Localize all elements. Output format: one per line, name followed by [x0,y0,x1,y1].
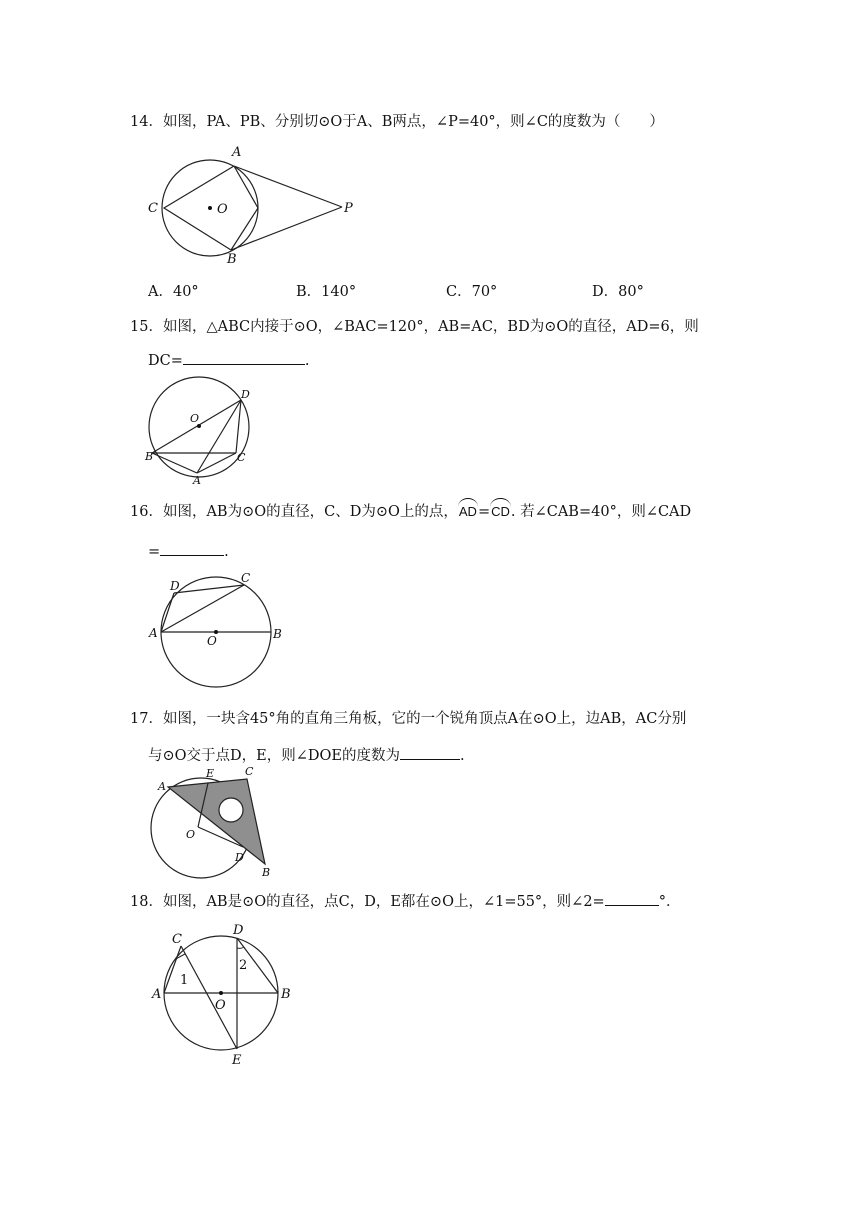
q15-number: 15． [130,319,163,335]
q16-answer-blank[interactable] [160,541,224,556]
q16-stem [130,503,691,521]
q16-text-a: 如图，AB为⊙O的直径，C、D为⊙O上的点， [162,504,458,520]
q14-label-C: C [148,201,158,216]
q18-label-A: A [152,987,162,1002]
q14-chord-ab [234,166,258,208]
q18-stem [130,891,680,911]
q17-set-square [168,779,265,864]
q17-stem [130,710,686,728]
q17-label-B: B [262,866,271,879]
q15-stem-cont [148,350,309,370]
q14-tangent-pb [231,207,342,250]
q16-figure [140,568,300,693]
q18-text: 如图，AB是⊙O的直径，点C，D，E都在⊙O上，∠1=55°，则∠2= [162,894,605,910]
q18-end: °． [658,894,681,910]
q17-answer-blank[interactable] [400,745,460,760]
q16-arc-ad: AD [458,504,477,519]
q14-choice-a: A．40° [148,284,199,300]
q17-end: . [460,748,465,764]
q17-text-cont: 与⊙O交于点D，E，则∠DOE的度数为 [148,748,400,764]
q17-label-E: E [206,767,215,780]
q16-end: . [224,544,229,560]
q18-label-angle2: 2 [239,958,248,973]
q14-choice-b: B．140° [296,284,357,300]
q14-label-A: A [232,145,242,160]
q17-label-O: O [186,828,196,841]
q15-diameter-bd [152,400,241,453]
q14-choice-c: C．70° [446,284,498,300]
q18-figure [140,918,310,1068]
q18-number: 18． [130,894,163,910]
q15-text-cont: DC= [148,353,183,369]
q16-label-C: C [241,571,251,585]
q14-chord-ob [231,208,258,250]
q16-label-O: O [207,634,217,648]
q18-answer-blank[interactable] [605,891,659,906]
q16-eq: = [477,504,491,520]
q18-ce [181,946,237,1049]
q18-label-B: B [281,987,291,1002]
q14-label-P: P [344,201,353,216]
q16-arc-cd: CD [491,504,510,519]
q18-ac [164,946,181,993]
q16-text-cont: = [148,544,161,560]
q14-label-O: O [217,202,228,217]
q17-number: 17． [130,711,163,727]
q16-label-B: B [273,627,282,641]
q17-text: 如图，一块含45°角的直角三角板，它的一个锐角顶点A在⊙O上，边AB，AC分别 [162,711,687,727]
q15-label-C: C [237,451,246,464]
q14-text: 如图，PA、PB、分别切⊙O于A、B两点，∠P=40°，则∠C的度数为（ ） [162,114,664,130]
q14-tangent-pa [234,166,342,207]
q17-label-C: C [245,765,254,778]
q15-label-O: O [190,412,200,425]
q18-label-angle1: 1 [180,973,189,988]
q18-label-O: O [215,998,226,1013]
q16-label-D: D [170,579,180,593]
q18-label-C: C [172,932,182,947]
q15-label-D: D [241,388,250,401]
q15-text: 如图，△ABC内接于⊙O，∠BAC=120°，AB=AC，BD为⊙O的直径，AD=6，则 [162,319,699,335]
q18-center-dot [219,991,223,995]
q15-label-B: B [145,450,154,463]
q14-center-dot [208,206,212,210]
q14-stem [130,113,664,131]
q17-figure [140,760,290,885]
q14-number: 14． [130,114,163,130]
q15-end: . [304,353,310,369]
q15-label-A: A [193,474,201,487]
q16-label-A: A [149,626,158,640]
q14-figure [140,140,380,270]
q15-stem [130,318,699,336]
q15-answer-blank[interactable] [183,350,305,365]
q14-label-B: B [227,252,237,267]
q16-text-b: . 若∠CAB=40°，则∠CAD [510,504,692,520]
q15-figure [140,370,270,490]
q17-label-A: A [158,780,166,793]
q18-angle2-arc [237,947,244,948]
q18-label-E: E [232,1053,242,1068]
q14-choice-d: D．80° [592,284,644,300]
q16-number: 16． [130,504,163,520]
q16-stem-cont [148,541,229,561]
q18-label-D: D [233,923,244,938]
q17-label-D: D [235,851,244,864]
